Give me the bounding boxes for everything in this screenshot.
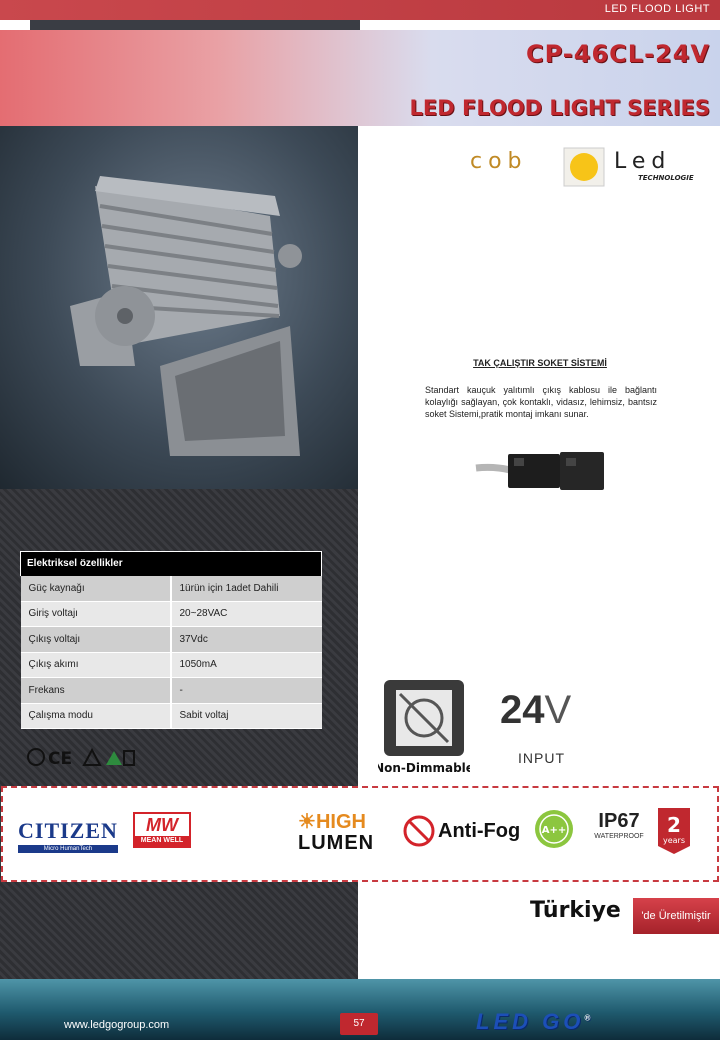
- voltage-value: [500, 688, 571, 733]
- spec-value: 20~28VAC: [171, 601, 322, 627]
- non-dimmable-icon: [378, 680, 470, 776]
- cob-logo-right: Led: [614, 149, 672, 174]
- category-label: LED FLOOD LIGHT: [604, 3, 710, 15]
- high-label: ☀HIGH: [298, 811, 366, 833]
- spec-label: Çıkış voltajı: [21, 627, 171, 653]
- energy-class-text: A++: [541, 825, 567, 836]
- voltage-label: INPUT: [518, 750, 565, 766]
- table-row: [21, 652, 322, 678]
- made-in-badge: 'de Üretilmiştir: [633, 898, 719, 934]
- specs-title: Elektriksel özellikler: [21, 552, 322, 576]
- socket-connector-image: [474, 446, 614, 496]
- waterproof-label: WATERPROOF: [594, 833, 644, 840]
- warranty-unit: years: [662, 836, 686, 845]
- footer: [0, 979, 720, 1040]
- spec-value: 37Vdc: [171, 627, 322, 653]
- meanwell-mark: MW: [146, 815, 178, 835]
- table-row: [21, 601, 322, 627]
- top-bar-tab: [30, 20, 360, 30]
- spec-label: Giriş voltajı: [21, 601, 171, 627]
- electrical-specs-table: [20, 551, 322, 729]
- high-lumen-badge: [298, 812, 374, 854]
- website-link[interactable]: www.ledgogroup.com: [64, 1019, 170, 1031]
- table-row: [21, 703, 322, 729]
- spec-value: Sabit voltaj: [171, 703, 322, 729]
- certification-marks: [26, 745, 136, 769]
- anti-fog-badge: [402, 814, 527, 848]
- cob-logo-left: cob: [470, 149, 528, 174]
- cob-led-logo: [468, 146, 708, 190]
- top-bar: [0, 0, 720, 20]
- flood-light-image: [0, 126, 358, 489]
- citizen-logo: [18, 818, 118, 853]
- socket-title: TAK ÇALIŞTIR SOKET SİSTEMİ: [473, 358, 607, 368]
- citizen-name: CITIZEN: [18, 818, 118, 843]
- page-number: 57: [340, 1013, 378, 1035]
- product-photo: [0, 126, 358, 489]
- voltage-unit: V: [544, 688, 572, 732]
- meanwell-name: MEAN WELL: [135, 836, 189, 846]
- no-fog-icon: [402, 814, 436, 848]
- turkiye-label: Türkiye: [530, 898, 621, 923]
- voltage-number: 24: [500, 688, 545, 732]
- warranty-years: 2: [667, 813, 681, 837]
- meanwell-logo: [133, 812, 191, 848]
- lumen-label: LUMEN: [298, 832, 375, 854]
- ce-mark: CE: [48, 749, 73, 769]
- brand-logo: LED GO®: [476, 1009, 591, 1034]
- table-row: [21, 678, 322, 704]
- non-dimmable-label: Non-Dimmable: [378, 761, 470, 775]
- citizen-sub: Micro HumanTech: [18, 845, 118, 853]
- spec-label: Çalışma modu: [21, 703, 171, 729]
- table-row: [21, 576, 322, 602]
- spec-label: Güç kaynağı: [21, 576, 171, 602]
- table-row: [21, 627, 322, 653]
- warranty-badge: [656, 806, 692, 856]
- ip67-badge: [592, 810, 646, 840]
- socket-description: Standart kauçuk yalıtımlı çıkış kablosu ile bağlantı kolaylığı sağlayan, çok kontaklı, vidasız, lehimsiz, bantsız soket Sistemi,pratik montaj imkanı sunar.: [425, 385, 657, 419]
- anti-fog-label: Anti-Fog: [438, 820, 521, 842]
- model-title: CP-46CL-24V: [526, 40, 710, 68]
- ip-rating: IP67: [598, 810, 640, 832]
- spec-value: 1050mA: [171, 652, 322, 678]
- cob-logo-sub: TECHNOLOGIE: [638, 174, 694, 182]
- spec-label: Çıkış akımı: [21, 652, 171, 678]
- series-title: LED FLOOD LIGHT SERIES: [409, 96, 710, 120]
- spec-value: -: [171, 678, 322, 704]
- energy-class-badge: [533, 808, 575, 850]
- spec-value: 1ürün için 1adet Dahili: [171, 576, 322, 602]
- spec-label: Frekans: [21, 678, 171, 704]
